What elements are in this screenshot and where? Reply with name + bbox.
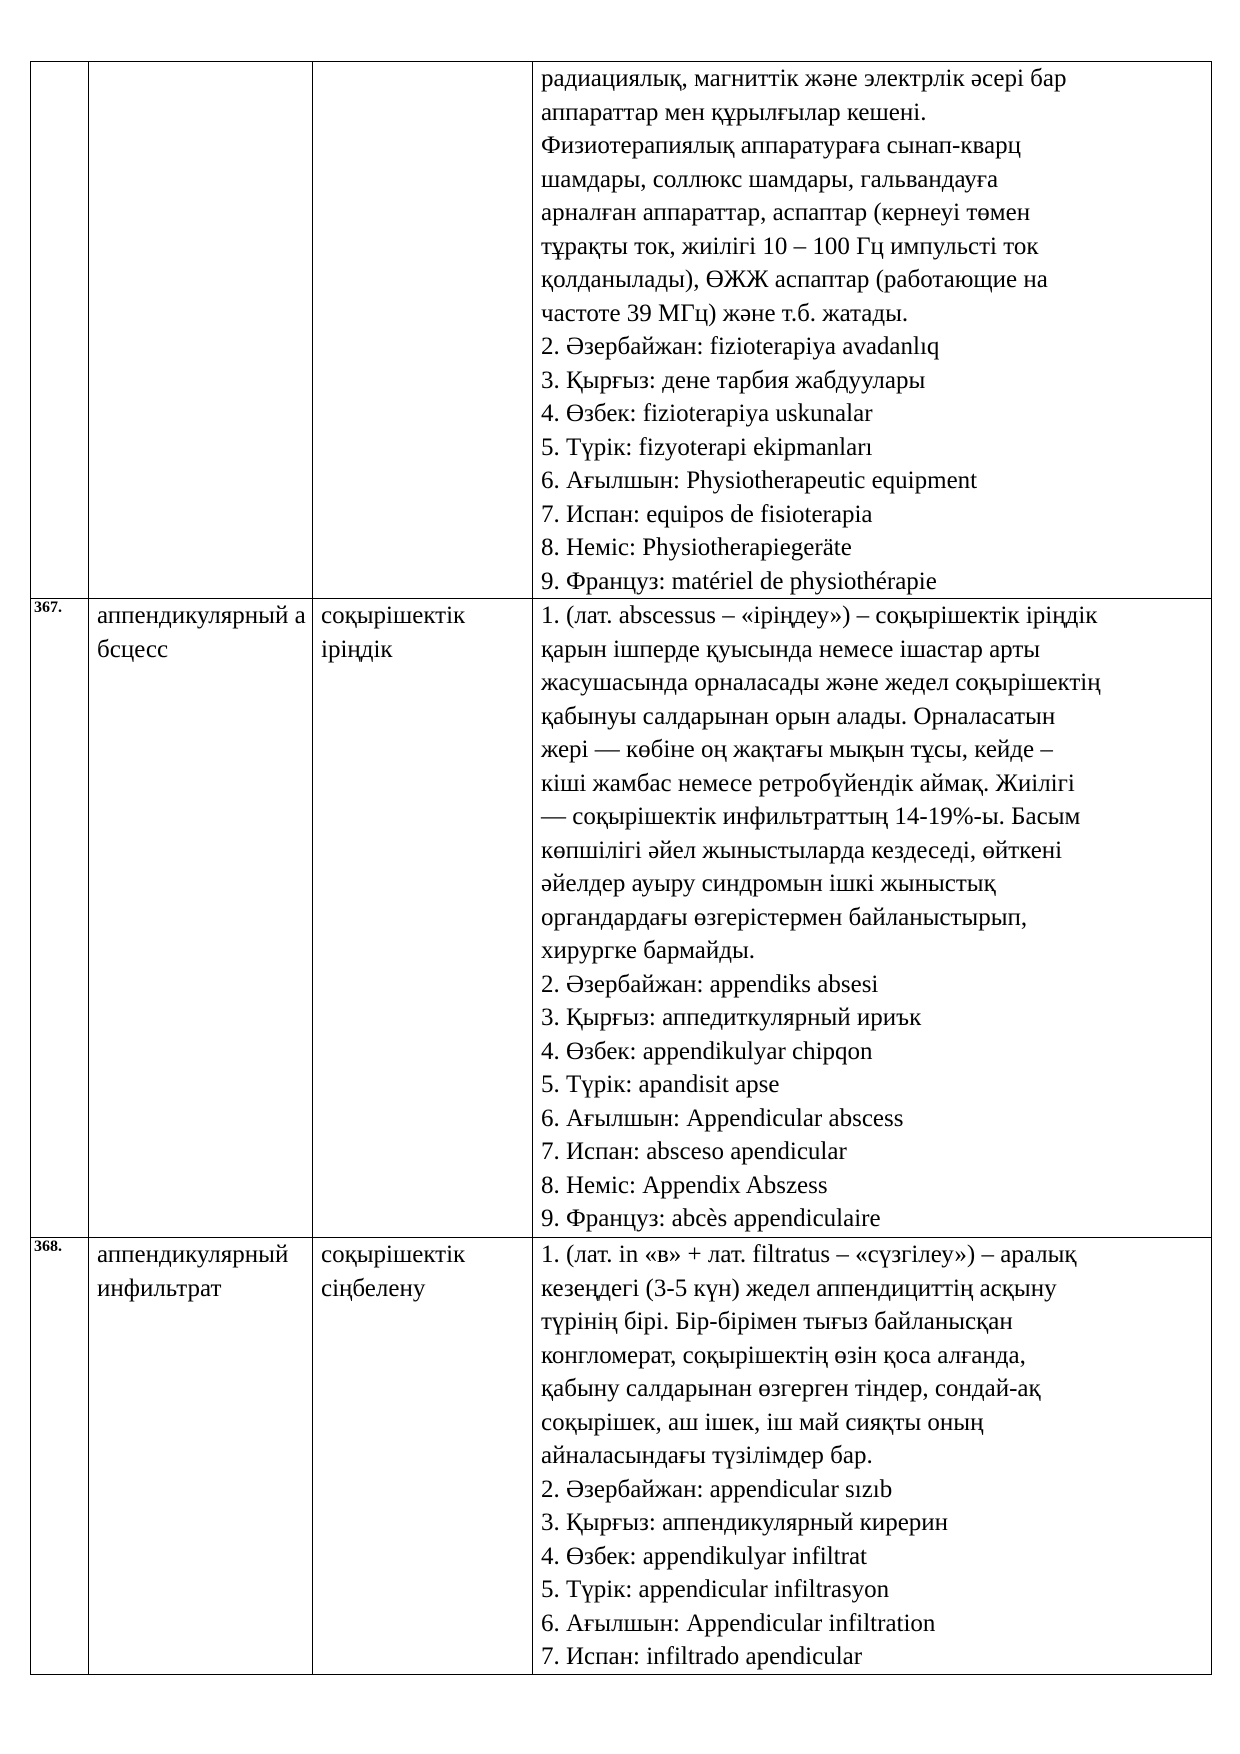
entry-number-cell	[31, 62, 89, 599]
definition-line: кіші жамбас немесе ретробүйендік аймақ. Жиілігі	[541, 769, 1075, 797]
translation-line: 4. Өзбек: appendikulyar infiltrat	[541, 1542, 867, 1570]
definition-cell	[533, 599, 1212, 1238]
translation-line: 4. Өзбек: fizioterapiya uskunalar	[541, 400, 873, 427]
term-russian: аппендикулярный инфильтрат	[97, 1241, 289, 1302]
definition-line: кезеңдегі (3-5 күн) жедел аппендициттің асқыну	[541, 1274, 1057, 1302]
definition-line: қарын ішперде қуысында немесе ішастар арты	[541, 635, 1041, 663]
definition-line: соқырішек, аш ішек, іш май сияқты оның	[541, 1408, 984, 1436]
translation-line: 3. Қырғыз: аппедиткулярный ириък	[541, 1004, 922, 1031]
definition-line: айналасындағы түзілімдер бар.	[541, 1442, 873, 1469]
definition-line: аппараттар мен құрылғылар кешені.	[541, 98, 927, 126]
definition-line: радиациялық, магниттік және электрлік әсері бар	[541, 65, 1067, 92]
definition-line: қабынуы салдарынан орын алады. Орналасатын	[541, 702, 1056, 730]
entry-number-cell	[31, 1238, 89, 1675]
definition-line: шамдары, соллюкс шамдары, гальвандауға	[541, 165, 999, 193]
translation-line: 6. Ағылшын: Physiotherapeutic equipment	[541, 467, 978, 494]
translation-line: 2. Әзербайжан: fizioterapiya avadanlıq	[541, 333, 940, 360]
term-russian-cell	[89, 1238, 313, 1675]
glossary-row	[31, 62, 1212, 599]
term-russian-cell	[89, 62, 313, 599]
translation-line: 8. Неміс: Appendix Abszess	[541, 1171, 828, 1199]
translation-line: 9. Француз: matériel de physiothérapie	[541, 567, 937, 595]
entry-number: 367.	[34, 599, 62, 616]
definition-line: 1. (лат. in «в» + лат. filtratus – «сүзгілеу») – аралық	[541, 1241, 1077, 1268]
translation-line: 4. Өзбек: appendikulyar chipqon	[541, 1037, 873, 1065]
translation-line: 9. Француз: abcès appendiculaire	[541, 1205, 881, 1232]
translation-line: 2. Әзербайжан: appendiks absesi	[541, 970, 879, 998]
term-kazakh: соқырішектік іріңдік	[321, 602, 466, 663]
term-russian-cell	[89, 599, 313, 1238]
definition-line: органдардағы өзгерістермен байланыстырып,	[541, 903, 1028, 931]
definition-line: — соқырішектік инфильтраттың 14-19%-ы. Басым	[541, 803, 1081, 830]
translation-line: 5. Түрік: fizyoterapi ekipmanları	[541, 433, 873, 461]
definition-cell	[533, 62, 1212, 599]
definition-line: арналған аппараттар, аспаптар (кернеуі төмен	[541, 199, 1031, 226]
entry-number: 368.	[34, 1238, 62, 1255]
term-kazakh-cell	[313, 599, 533, 1238]
definition-cell	[533, 1238, 1212, 1675]
entry-number-cell	[31, 599, 89, 1238]
translation-line: 3. Қырғыз: аппендикулярный кирерин	[541, 1509, 949, 1536]
term-russian: аппендикулярный абсцесс	[97, 602, 306, 663]
glossary-row	[31, 599, 1212, 1238]
definition-line: частоте 39 МГц) және т.б. жатады.	[541, 299, 909, 327]
glossary-table	[30, 61, 1212, 1675]
definition-line: тұрақты ток, жиілігі 10 – 100 Гц импульсті ток	[541, 232, 1039, 260]
translation-line: 6. Ағылшын: Appendicular abscess	[541, 1104, 904, 1132]
definition-line: жері — көбіне оң жақтағы мықын тұсы, кейде –	[541, 736, 1053, 763]
definition-line: конгломерат, соқырішектің өзін қоса алғанда,	[541, 1341, 1026, 1369]
term-kazakh-cell	[313, 62, 533, 599]
definition-line: түрінің бірі. Бір-бірімен тығыз байланысқан	[541, 1308, 1013, 1335]
definition-line: қабыну салдарынан өзгерген тіндер, сондай-ақ	[541, 1375, 1041, 1402]
glossary-body	[31, 62, 1212, 1675]
translation-line: 7. Испан: absceso apendicular	[541, 1138, 847, 1165]
translation-line: 2. Әзербайжан: appendicular sızıb	[541, 1475, 893, 1503]
definition-line: қолданылады), ӨЖЖ аспаптар (работающие на	[541, 266, 1048, 293]
translation-line: 3. Қырғыз: дене тарбия жабдуулары	[541, 366, 926, 394]
translation-line: 5. Түрік: appendicular infiltrasyon	[541, 1576, 890, 1603]
translation-line: 5. Түрік: apandisit apse	[541, 1071, 780, 1098]
definition-line: хирургке бармайды.	[541, 937, 756, 964]
definition-line: көпшілігі әйел жыныстыларда кездеседі, өйткені	[541, 836, 1063, 864]
glossary-row	[31, 1238, 1212, 1675]
definition-line: 1. (лат. abscessus – «іріңдеу») – соқырішектік іріңдік	[541, 602, 1098, 629]
term-kazakh: соқырішектік сіңбелену	[321, 1241, 466, 1302]
definition-line: Физиотерапиялық аппаратураға сынап-кварц	[541, 132, 1021, 159]
translation-line: 6. Ағылшын: Appendicular infiltration	[541, 1609, 936, 1637]
term-kazakh-cell	[313, 1238, 533, 1675]
definition-line: әйелдер ауыру синдромын ішкі жыныстық	[541, 870, 996, 897]
translation-line: 7. Испан: infiltrado apendicular	[541, 1643, 863, 1670]
translation-line: 7. Испан: equipos de fisioterapia	[541, 500, 873, 528]
document-page	[30, 61, 1212, 1675]
translation-line: 8. Неміс: Physiotherapiegeräte	[541, 534, 852, 561]
definition-line: жасушасында орналасады және жедел соқырішектің	[541, 669, 1101, 696]
